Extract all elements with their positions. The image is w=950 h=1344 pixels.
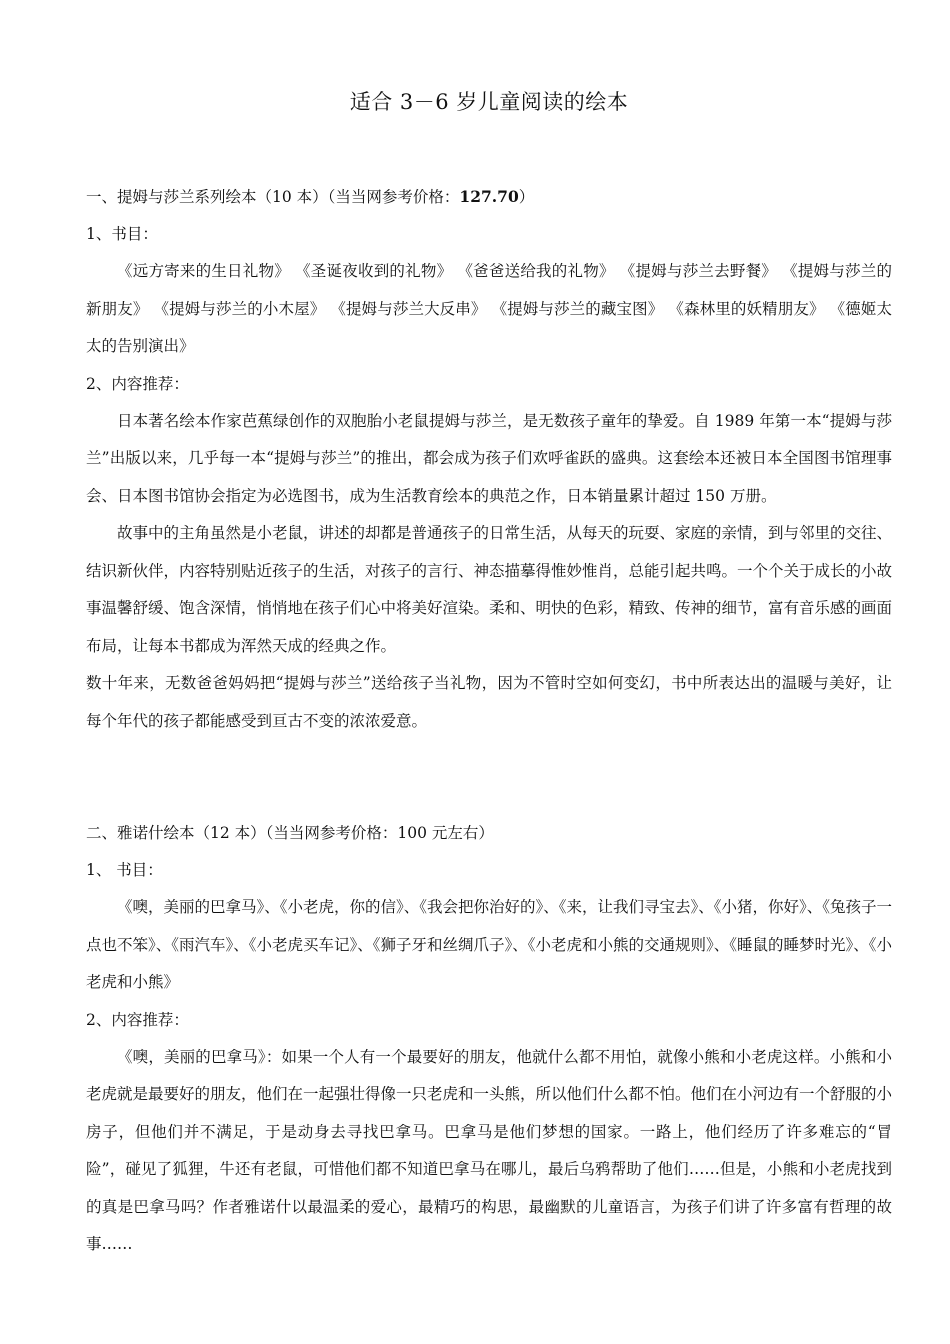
section2-heading: 二、雅诺什绘本（12 本）（当当网参考价格：100 元左右） xyxy=(86,824,494,842)
section1-books-label: 1、书目： xyxy=(86,225,158,243)
section1-price: 127.70 xyxy=(459,187,519,206)
section2-content-label: 2、内容推荐： xyxy=(86,1010,189,1029)
section1-heading-prefix: 一、提姆与莎兰系列绘本（10 本）（当当网参考价格： xyxy=(86,188,460,206)
document-title: 适合 3－6 岁儿童阅读的绘本 xyxy=(349,90,629,114)
section-janosch xyxy=(86,815,892,1264)
section2-books-list: 《噢，美丽的巴拿马》、《小老虎，你的信》、《我会把你治好的》、《来，让我们寻宝去》、《小猪，你好》、《兔孩子一点也不笨》、《雨汽车》、《小老虎买车记》、《狮子牙和丝绸爪子》、《小老虎和小熊的交通规则》、《睡鼠的睡梦时光》、《小老虎和小熊》 xyxy=(86,898,893,991)
section1-paragraph-3: 数十年来，无数爸爸妈妈把“提姆与莎兰”送给孩子当礼物，因为不管时空如何变幻，书中所表达出的温暖与美好，让每个年代的孩子都能感受到亘古不变的浓浓爱意。 xyxy=(86,674,892,730)
section1-paragraph-1: 日本著名绘本作家芭蕉绿创作的双胞胎小老鼠提姆与莎兰，是无数孩子童年的挚爱。自 1989 年第一本“提姆与莎兰”出版以来，几乎每一本“提姆与莎兰”的推出，都会成为孩子们欢呼雀跃的盛典。这套绘本还被日本全国图书馆理事会、日本图书馆协会指定为必选图书，成为生活教育绘本的典范之作，日本销量累计超过 150 万册。 xyxy=(86,411,892,505)
section2-paragraph-1: 《噢，美丽的巴拿马》：如果一个人有一个最要好的朋友，他就什么都不用怕，就像小熊和小老虎这样。小熊和小老虎就是最要好的朋友，他们在一起强壮得像一只老虎和一头熊，所以他们什么都不怕。他们在小河边有一个舒服的小房子，但他们并不满足，于是动身去寻找巴拿马。巴拿马是他们梦想的国家。一路上，他们经历了许多难忘的“冒险”，碰见了狐狸，牛还有老鼠，可惜他们都不知道巴拿马在哪儿，最后乌鸦帮助了他们……但是，小熊和小老虎找到的真是巴拿马吗？作者雅诺什以最温柔的爱心，最精巧的构思，最幽默的儿童语言，为孩子们讲了许多富有哲理的故事…… xyxy=(86,1047,893,1253)
section2-books-label: 1、 书目： xyxy=(86,861,163,879)
section1-content-label: 2、内容推荐： xyxy=(86,374,189,393)
section1-heading-suffix: ） xyxy=(518,188,535,206)
section1-heading xyxy=(86,178,892,216)
section-tim-and-saran xyxy=(86,178,892,740)
section1-paragraph-2: 故事中的主角虽然是小老鼠，讲述的却都是普通孩子的日常生活，从每天的玩耍、家庭的亲情，到与邻里的交往、结识新伙伴，内容特别贴近孩子的生活，对孩子的言行、神态描摹得惟妙惟肖，总能引起共鸣。一个个关于成长的小故事温馨舒缓、饱含深情，悄悄地在孩子们心中将美好渲染。柔和、明快的色彩，精致、传神的细节，富有音乐感的画面布局，让每本书都成为浑然天成的经典之作。 xyxy=(86,524,893,655)
section1-books-list: 《远方寄来的生日礼物》 《圣诞夜收到的礼物》 《爸爸送给我的礼物》 《提姆与莎兰去野餐》 《提姆与莎兰的新朋友》 《提姆与莎兰的小木屋》 《提姆与莎兰大反串》 《提姆与莎兰的藏宝图》 《森林里的妖精朋友》 《德姬太太的告别演出》 xyxy=(86,262,892,355)
